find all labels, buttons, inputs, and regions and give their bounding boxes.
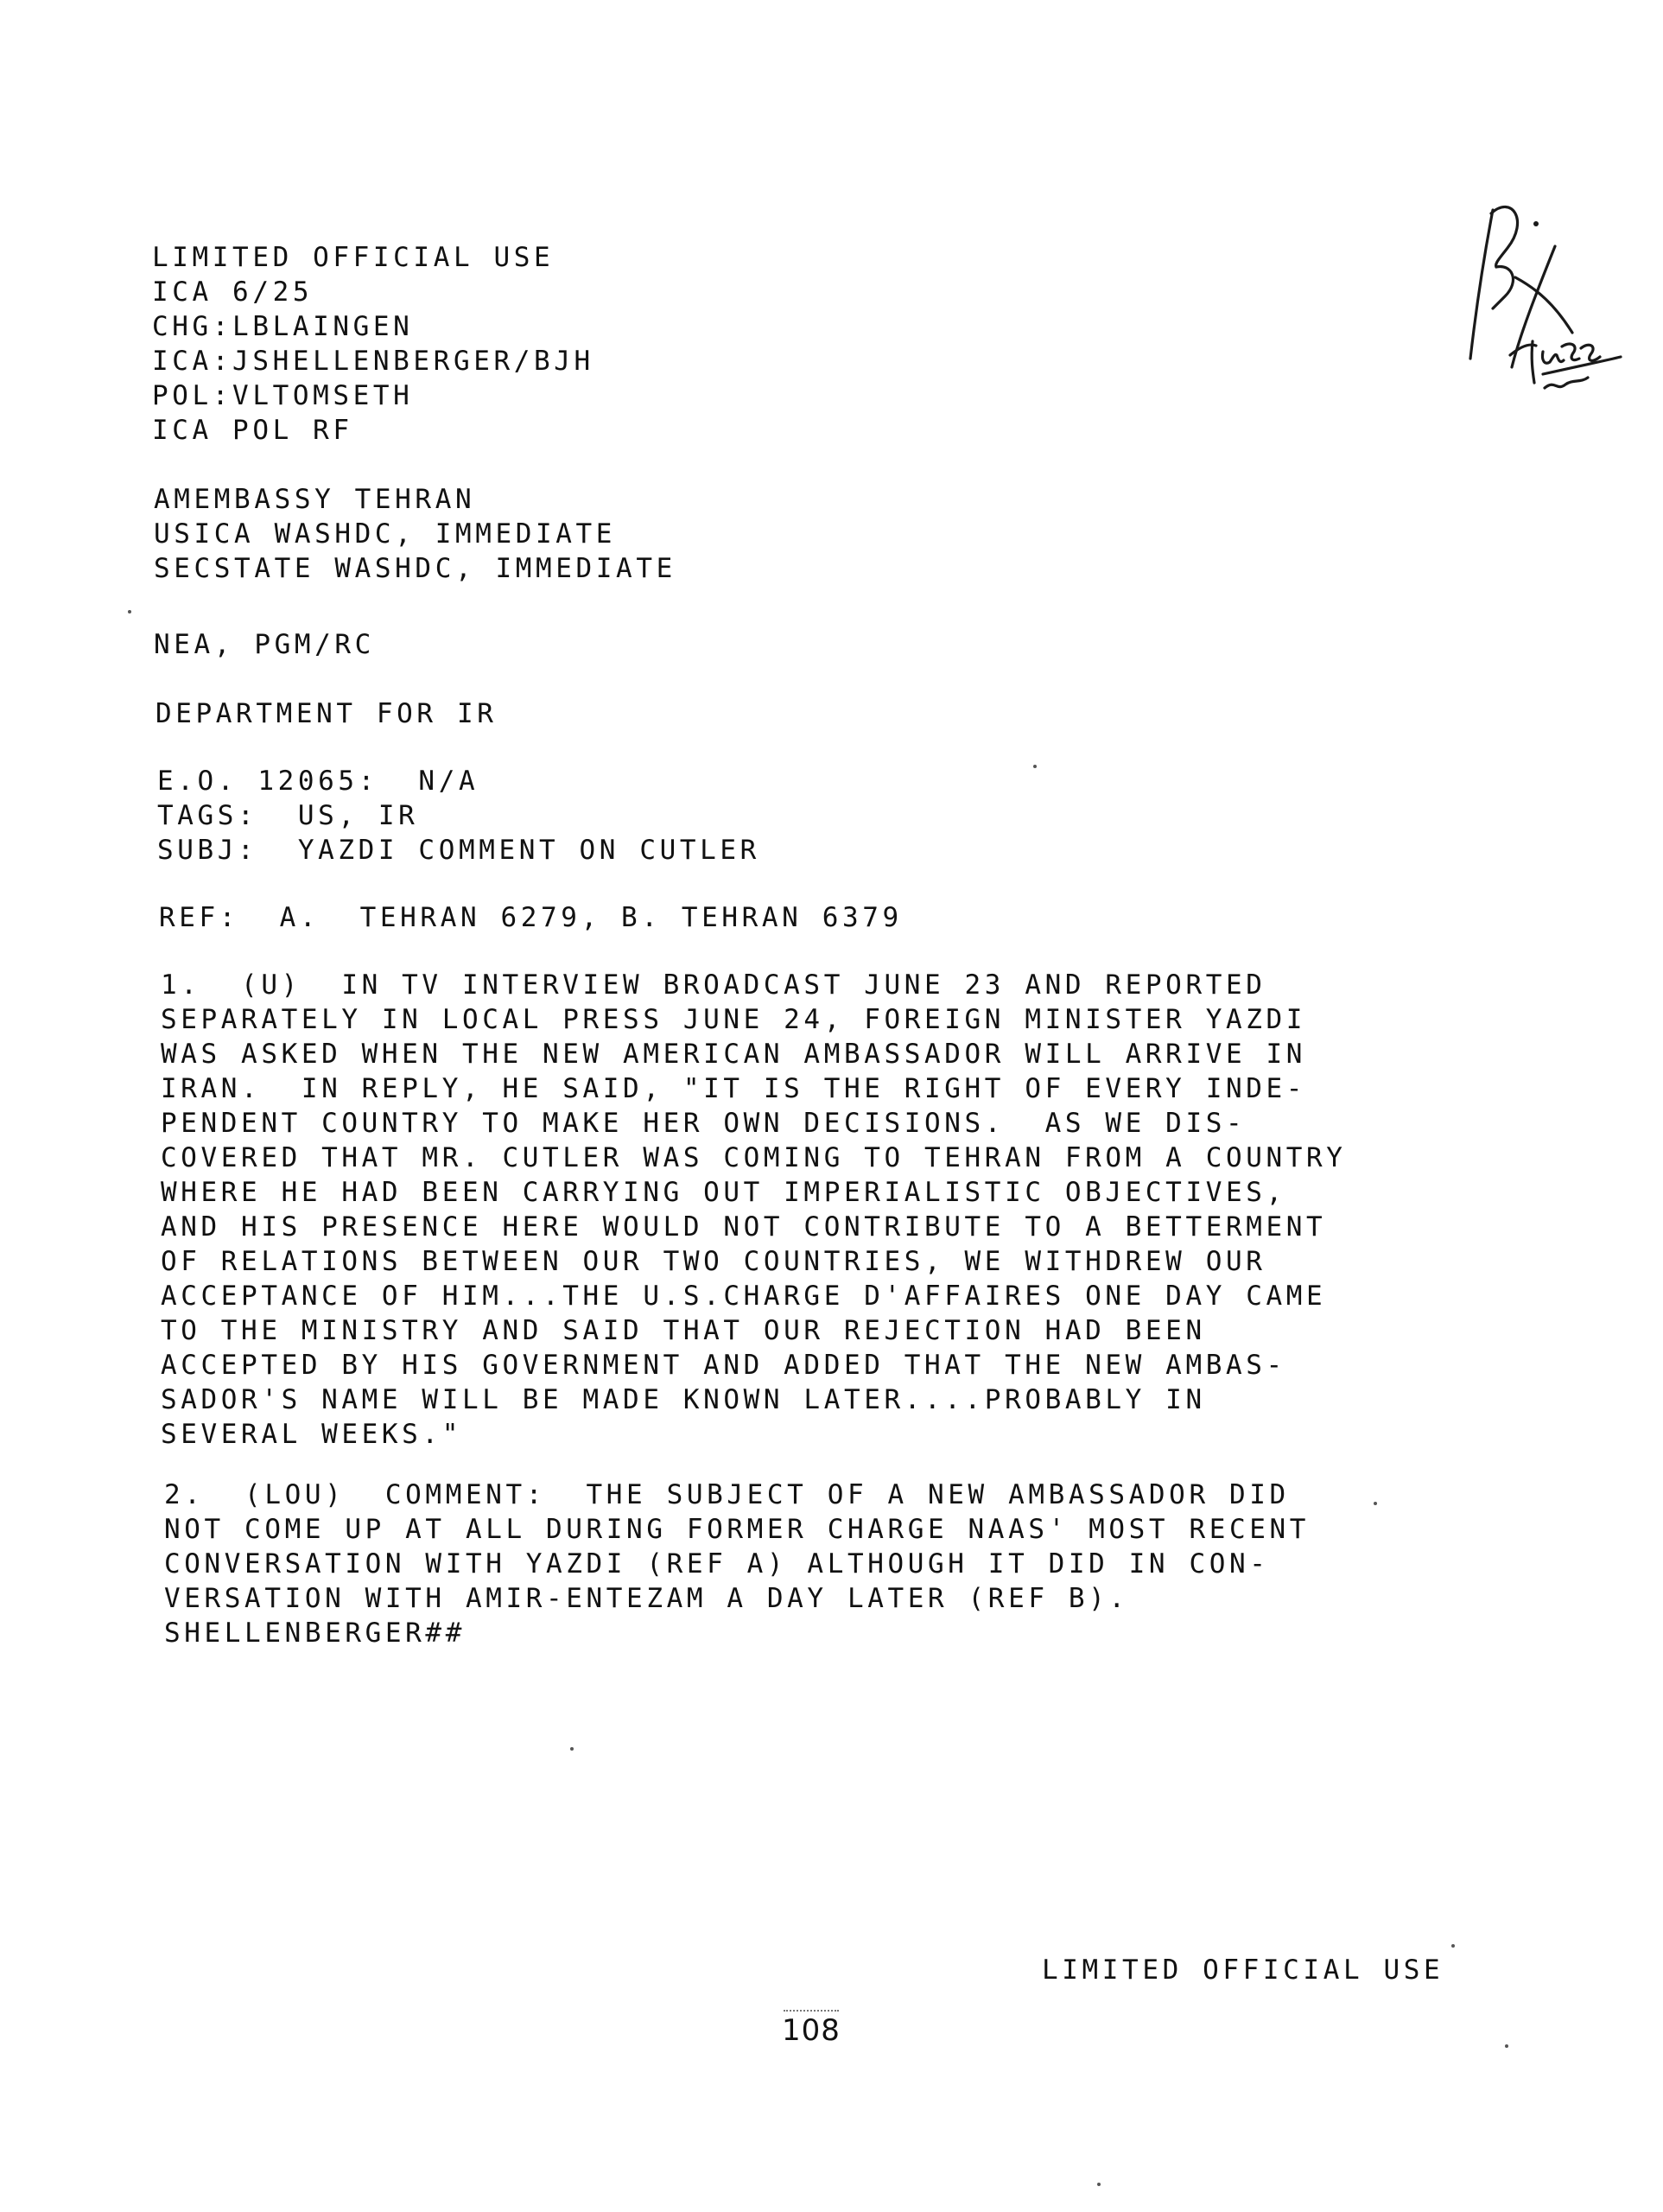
routing-line: POL:VLTOMSETH (152, 380, 414, 411)
addressee-line: SECSTATE WASHDC, IMMEDIATE (154, 553, 676, 584)
scan-speck (1451, 1944, 1455, 1948)
distribution-block (154, 627, 375, 662)
ref-block (159, 900, 903, 935)
routing-line: ICA POL RF (152, 415, 353, 446)
tags-line: TAGS: US, IR (157, 800, 419, 831)
header-block (152, 240, 594, 448)
eo-line: E.O. 12065: N/A (157, 766, 479, 797)
paragraph-line: IRAN. IN REPLY, HE SAID, "IT IS THE RIGHT OF EVERY INDE- (161, 1073, 1307, 1104)
department-line: DEPARTMENT FOR IR (156, 698, 498, 729)
ref-line: REF: A. TEHRAN 6279, B. TEHRAN 6379 (159, 902, 903, 933)
paragraph-line: AND HIS PRESENCE HERE WOULD NOT CONTRIBUTE TO A BETTERMENT (161, 1211, 1327, 1243)
scan-speck (570, 1747, 574, 1751)
paragraph-line: SEPARATELY IN LOCAL PRESS JUNE 24, FOREIGN MINISTER YAZDI (161, 1004, 1307, 1035)
scan-speck (1097, 2183, 1101, 2186)
addressee-line: AMEMBASSY TEHRAN (154, 484, 476, 515)
paragraph-1 (161, 968, 1347, 1452)
signature-line: SHELLENBERGER## (164, 1618, 466, 1649)
scan-speck (1033, 765, 1037, 768)
paragraph-line: CONVERSATION WITH YAZDI (REF A) ALTHOUGH IT DID IN CON- (164, 1548, 1270, 1580)
classification-header: LIMITED OFFICIAL USE (152, 242, 555, 273)
paragraph-line: ACCEPTED BY HIS GOVERNMENT AND ADDED THAT THE NEW AMBAS- (161, 1350, 1286, 1381)
paragraph-line: TO THE MINISTRY AND SAID THAT OUR REJECTION HAD BEEN (161, 1315, 1206, 1346)
routing-line: CHG:LBLAINGEN (152, 311, 414, 342)
scan-speck (1374, 1502, 1377, 1505)
paragraph-line: SADOR'S NAME WILL BE MADE KNOWN LATER....PROBABLY IN (161, 1384, 1206, 1415)
scan-speck (128, 610, 131, 613)
subject-line: SUBJ: YAZDI COMMENT ON CUTLER (157, 835, 760, 866)
paragraph-line: PENDENT COUNTRY TO MAKE HER OWN DECISIONS. AS WE DIS- (161, 1108, 1247, 1139)
paragraph-2 (164, 1478, 1310, 1650)
paragraph-line: 2. (LOU) COMMENT: THE SUBJECT OF A NEW AMBASSADOR DID (164, 1479, 1290, 1510)
classification-footer: LIMITED OFFICIAL USE (1042, 1955, 1444, 1986)
paragraph-line: 1. (U) IN TV INTERVIEW BROADCAST JUNE 23 AND REPORTED (161, 969, 1266, 1001)
paragraph-line: WHERE HE HAD BEEN CARRYING OUT IMPERIALISTIC OBJECTIVES, (161, 1177, 1286, 1208)
addressee-block (154, 482, 676, 586)
department-block (156, 696, 497, 731)
scan-speck (1505, 2044, 1508, 2048)
meta-block (157, 764, 760, 868)
paragraph-line: OF RELATIONS BETWEEN OUR TWO COUNTRIES, WE WITHDREW OUR (161, 1246, 1266, 1277)
routing-line: ICA:JSHELLENBERGER/BJH (152, 346, 594, 377)
addressee-line: USICA WASHDC, IMMEDIATE (154, 518, 617, 550)
routing-line: ICA 6/25 (152, 276, 314, 308)
distribution-line: NEA, PGM/RC (154, 629, 375, 660)
page-number: 108 (782, 2013, 841, 2048)
handwritten-initials (1460, 194, 1633, 410)
paragraph-line: COVERED THAT MR. CUTLER WAS COMING TO TEHRAN FROM A COUNTRY (161, 1142, 1347, 1173)
paragraph-line: NOT COME UP AT ALL DURING FORMER CHARGE NAAS' MOST RECENT (164, 1514, 1311, 1545)
paragraph-line: WAS ASKED WHEN THE NEW AMERICAN AMBASSADOR WILL ARRIVE IN (161, 1039, 1307, 1070)
paragraph-line: SEVERAL WEEKS." (161, 1419, 462, 1450)
paragraph-line: VERSATION WITH AMIR-ENTEZAM A DAY LATER (REF B). (164, 1583, 1129, 1614)
paragraph-line: ACCEPTANCE OF HIM...THE U.S.CHARGE D'AFFAIRES ONE DAY CAME (161, 1281, 1327, 1312)
